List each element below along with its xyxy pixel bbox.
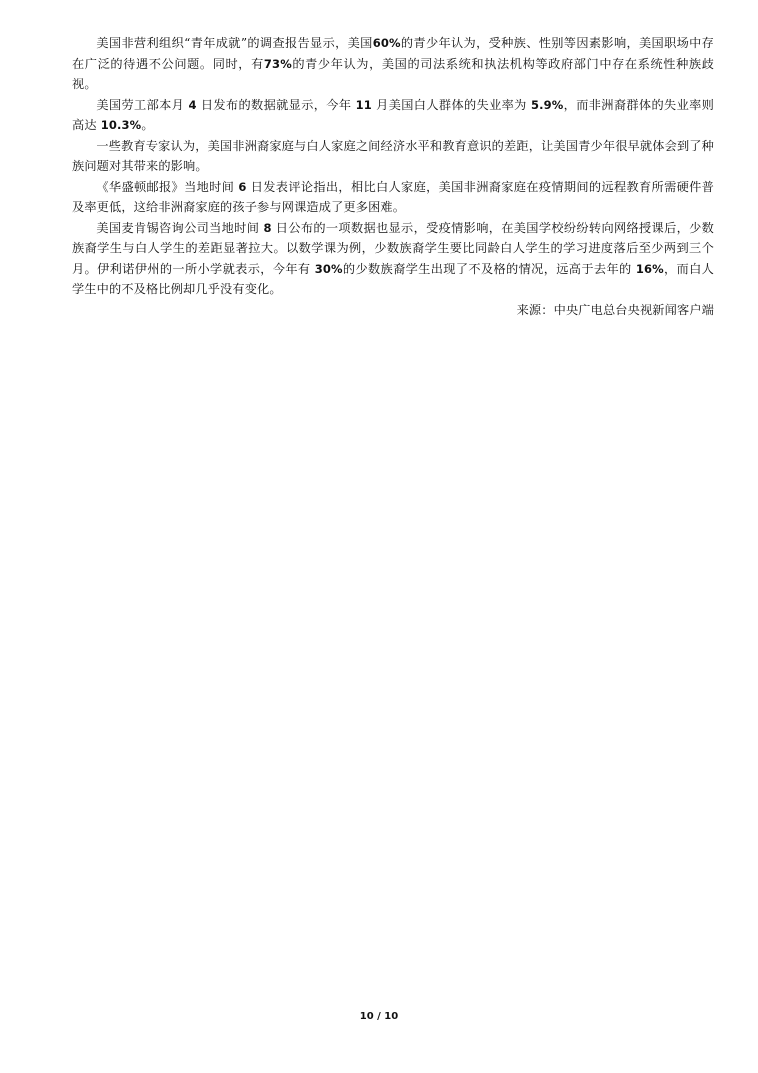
highlighted-figure: 16% (635, 261, 664, 276)
paragraph (72, 136, 714, 177)
paragraph-text: 。 (141, 118, 154, 132)
paragraph-text: 日发表评论指出，相比白人家庭，美国非洲裔家庭在疫情期间的远程教育所需硬件普及率更低，这给非洲裔家庭的孩子参与网课造成了更多困难。 (72, 179, 714, 214)
paragraph-text: 日发布的数据就显示，今年 (196, 97, 356, 112)
paragraph-text: 月美国白人群体的失业率为 (371, 97, 531, 112)
highlighted-figure: 5.9% (530, 97, 564, 112)
source-attribution: 来源：中央广电总台央视新闻客户端 (516, 302, 714, 317)
page-number: 10 / 10 (359, 1011, 399, 1022)
paragraph-text: 的青少年认为，美国的司法系统和执法机构等政府部门中存在系统性种族歧视。 (72, 56, 715, 91)
paragraph-text: 美国非营利组织“青年成就”的调查报告显示，美国 (96, 36, 373, 50)
highlighted-figure: 4 (188, 97, 197, 112)
highlighted-figure: 10.3% (100, 118, 142, 132)
paragraph (72, 33, 714, 95)
paragraph (72, 95, 714, 136)
paragraph-text: ，而白人学生中的不及格比例却几乎没有变化。 (72, 261, 714, 296)
paragraph (72, 218, 714, 300)
highlighted-figure: 30% (314, 261, 343, 276)
highlighted-figure: 11 (355, 97, 372, 112)
paragraph-text: 美国麦肯锡咨询公司当地时间 (96, 220, 264, 235)
paragraph-text: 的少数族裔学生出现了不及格的情况，远高于去年的 (342, 261, 636, 276)
highlighted-figure: 60% (372, 36, 401, 50)
highlighted-figure: 73% (263, 56, 292, 71)
paragraph (72, 177, 714, 218)
paragraph-text: 日公布的一项数据也显示，受疫情影响，在美国学校纷纷转向网络授课后，少数族裔学生与白人学生的差距显著拉大。以数学课为例，少数族裔学生要比同龄白人学生的学习进度落后至少两到三个月。伊利诺伊州的一所小学就表示，今年有 (72, 220, 714, 276)
highlighted-figure: 6 (238, 179, 247, 194)
paragraph-text: ，而非洲裔群体的失业率则高达 (72, 97, 714, 132)
paragraph-text: 一些教育专家认为，美国非洲裔家庭与白人家庭之间经济水平和教育意识的差距，让美国青少年很早就体会到了种族问题对其带来的影响。 (72, 138, 714, 173)
paragraph-text: 《华盛顿邮报》当地时间 (96, 179, 239, 194)
paragraph-text: 的青少年认为，受种族、性别等因素影响，美国职场中存在广泛的待遇不公问题。同时，有 (72, 36, 714, 71)
paragraph-text: 美国劳工部本月 (96, 97, 189, 112)
highlighted-figure: 8 (263, 220, 272, 235)
document-body (72, 33, 714, 320)
